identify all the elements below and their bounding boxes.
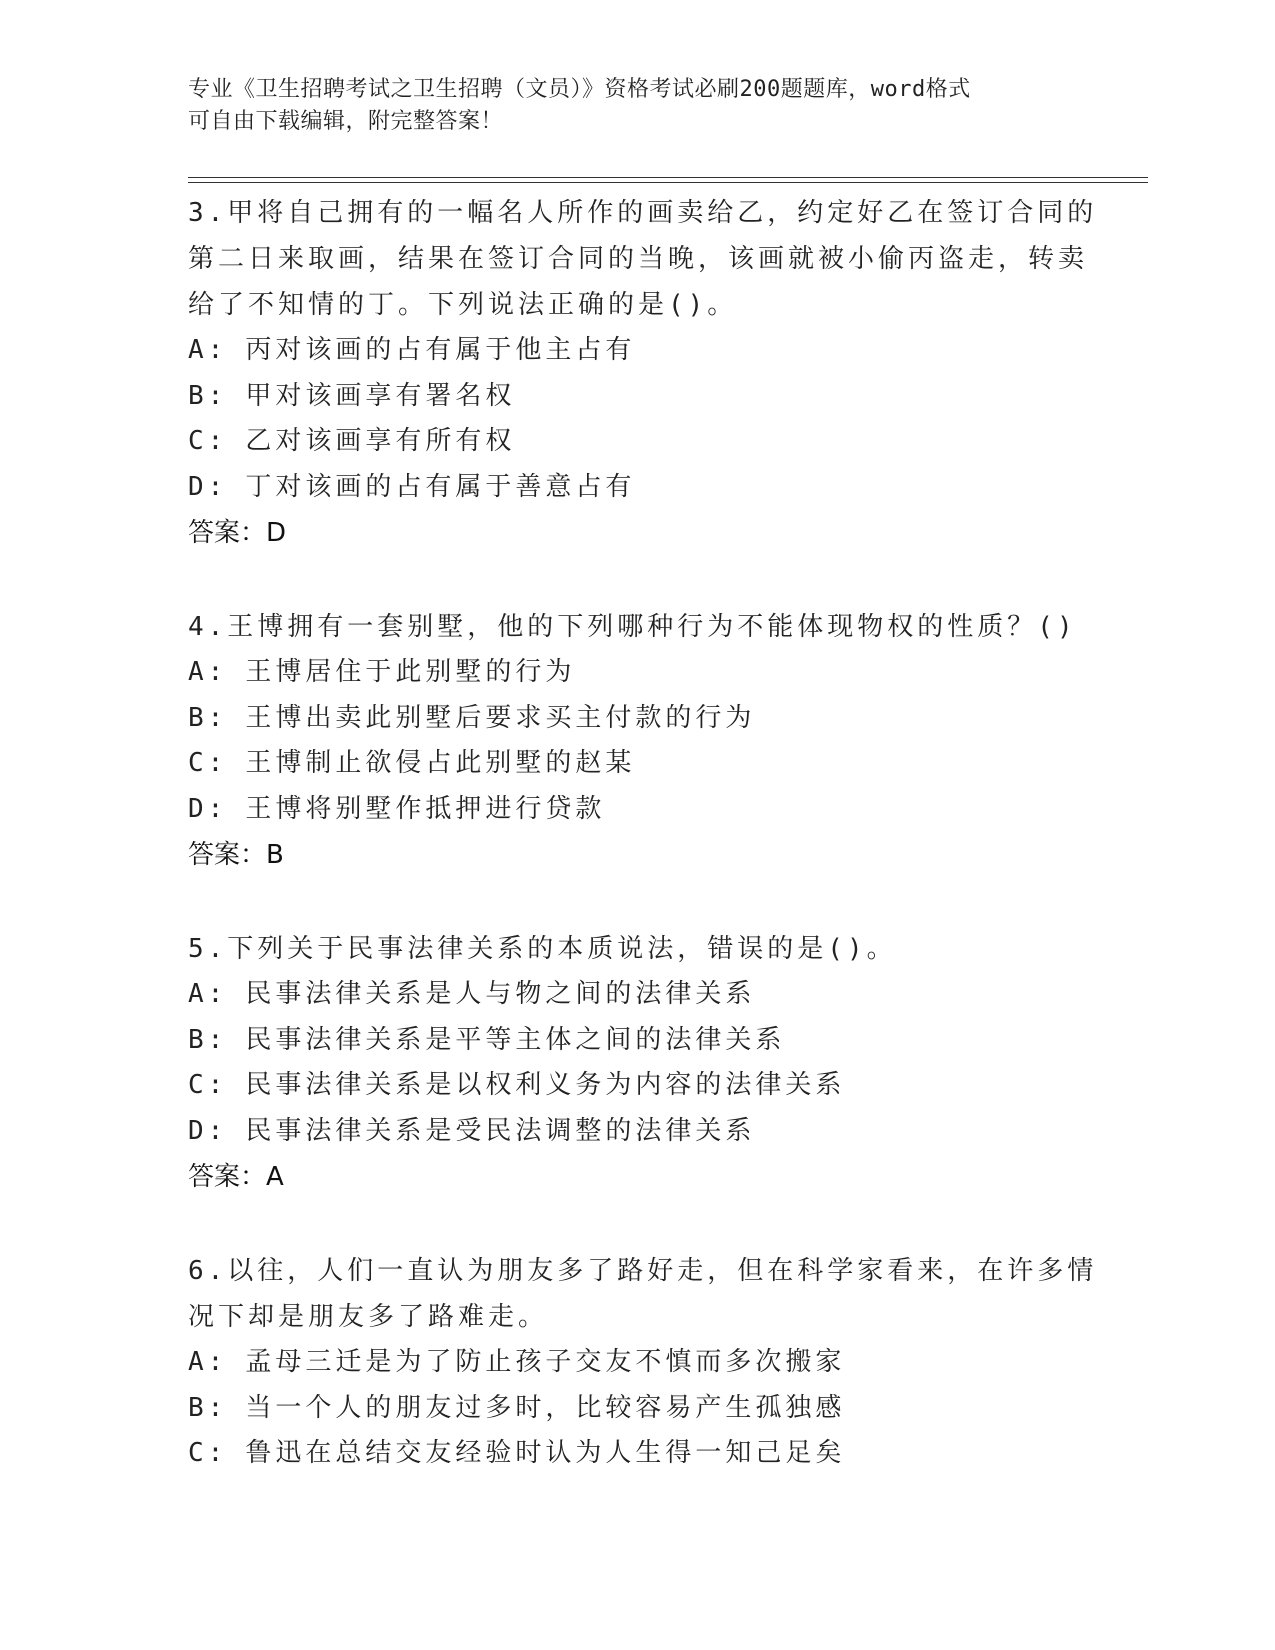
- option-letter: C:: [188, 1438, 228, 1468]
- option-a: [188, 328, 1068, 374]
- option-b: [188, 374, 1068, 420]
- option-text: 丙对该画的占有属于他主占有: [245, 335, 636, 365]
- option-text: 甲对该画享有署名权: [245, 380, 516, 411]
- option-letter: B:: [188, 702, 228, 733]
- question-list: [188, 190, 1098, 1525]
- option-a: [188, 972, 1068, 1018]
- stem-line: 4.王博拥有一套别墅，他的下列哪种行为不能体现物权的性质？(): [188, 612, 1077, 642]
- option-text: 丁对该画的占有属于善意占有: [245, 471, 636, 502]
- stem-line: 第二日来取画，结果在签订合同的当晚，该画就被小偷丙盗走，转卖: [188, 244, 1089, 274]
- question-6: [188, 1248, 1098, 1477]
- option-text: 孟母三迁是为了防止孩子交友不慎而多次搬家: [245, 1347, 846, 1377]
- option-letter: A:: [188, 1347, 228, 1377]
- option-a: [188, 650, 1068, 696]
- question-stem: [188, 604, 1077, 650]
- option-text: 王博居住于此别墅的行为: [245, 657, 576, 687]
- header-divider: [188, 177, 1148, 178]
- question-3: [188, 190, 1098, 556]
- option-b: [188, 1386, 1068, 1432]
- stem-line: 5.下列关于民事法律关系的本质说法，错误的是()。: [188, 934, 897, 964]
- stem-line: 给了不知情的丁。下列说法正确的是()。: [188, 290, 738, 320]
- question-stem: [188, 1248, 1098, 1340]
- option-letter: B:: [188, 1024, 228, 1055]
- option-letter: D:: [188, 471, 228, 502]
- option-text: 王博出卖此别墅后要求买主付款的行为: [245, 702, 756, 733]
- document-header: [188, 74, 1068, 138]
- option-d: [188, 787, 1068, 833]
- answer-line: 答案：A: [188, 1162, 284, 1192]
- option-b: [188, 1018, 1068, 1064]
- option-letter: C:: [188, 426, 228, 456]
- option-text: 民事法律关系是以权利义务为内容的法律关系: [245, 1070, 846, 1100]
- option-d: [188, 465, 1068, 511]
- answer-line: 答案：B: [188, 840, 284, 870]
- option-letter: A:: [188, 979, 228, 1009]
- option-text: 王博制止欲侵占此别墅的赵某: [245, 748, 636, 778]
- option-text: 乙对该画享有所有权: [245, 426, 516, 456]
- option-c: [188, 419, 1068, 465]
- question-4: [188, 604, 1077, 878]
- stem-line: 况下却是朋友多了路难走。: [188, 1302, 549, 1332]
- option-a: [188, 1340, 1068, 1386]
- answer-line: 答案：D: [188, 518, 287, 548]
- option-letter: B:: [188, 380, 228, 411]
- option-letter: C:: [188, 748, 228, 778]
- option-text: 鲁迅在总结交友经验时认为人生得一知己足矣: [245, 1438, 846, 1468]
- header-line: 可自由下载编辑，附完整答案！: [188, 109, 504, 134]
- question-stem: [188, 190, 1098, 328]
- option-c: [188, 741, 1068, 787]
- option-d: [188, 1109, 1068, 1155]
- option-text: 当一个人的朋友过多时，比较容易产生孤独感: [245, 1392, 846, 1423]
- option-text: 民事法律关系是受民法调整的法律关系: [245, 1115, 756, 1146]
- option-text: 王博将别墅作抵押进行贷款: [245, 793, 606, 824]
- option-text: 民事法律关系是平等主体之间的法律关系: [245, 1024, 786, 1055]
- stem-line: 3.甲将自己拥有的一幅名人所作的画卖给乙，约定好乙在签订合同的: [188, 198, 1098, 228]
- stem-line: 6.以往，人们一直认为朋友多了路好走，但在科学家看来，在许多情: [188, 1256, 1098, 1286]
- option-letter: A:: [188, 657, 228, 687]
- option-letter: A:: [188, 335, 228, 365]
- option-text: 民事法律关系是人与物之间的法律关系: [245, 979, 756, 1009]
- question-5: [188, 926, 1068, 1200]
- option-b: [188, 696, 1068, 742]
- option-letter: D:: [188, 1115, 228, 1146]
- option-letter: C:: [188, 1070, 228, 1100]
- option-letter: B:: [188, 1392, 228, 1423]
- option-letter: D:: [188, 793, 228, 824]
- question-stem: [188, 926, 1068, 972]
- option-c: [188, 1431, 1068, 1477]
- header-line: 专业《卫生招聘考试之卫生招聘（文员）》资格考试必刷200题题库，word格式: [188, 77, 971, 102]
- header-divider: [188, 182, 1148, 183]
- option-c: [188, 1063, 1068, 1109]
